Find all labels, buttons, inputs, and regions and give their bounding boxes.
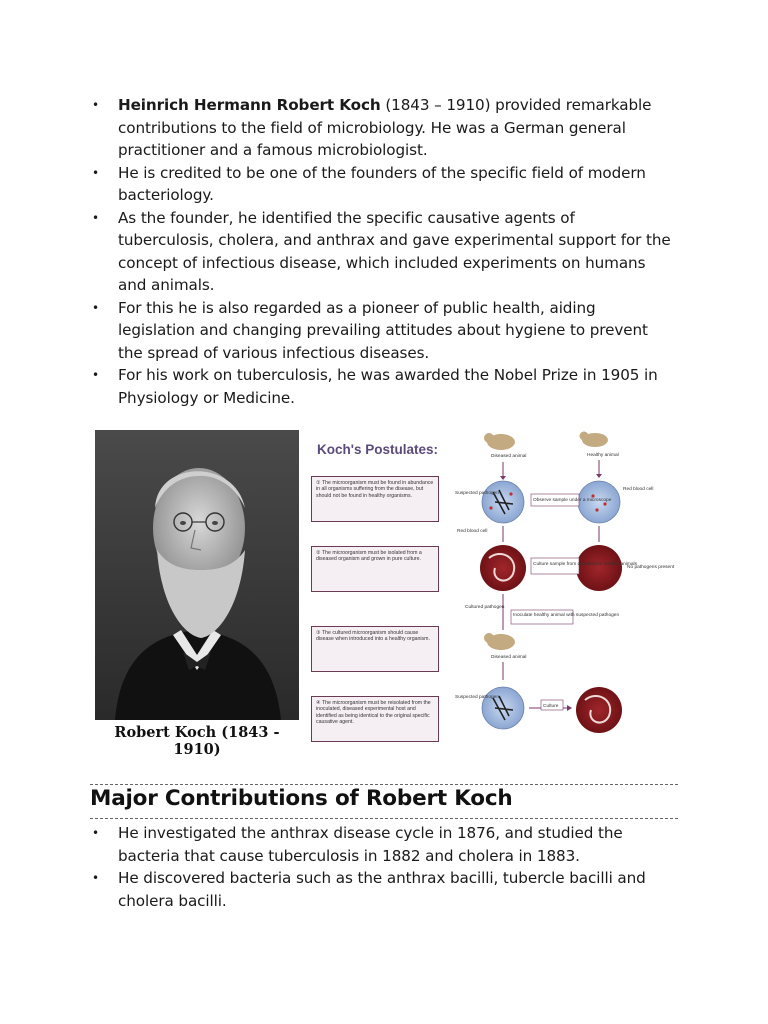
- postulate-3-box: ③ The cultured microorganism should cause disease when introduced into a healthy organism.: [311, 626, 439, 672]
- intro-item-4: • For this he is also regarded as a pioneer of public health, aiding legislation and changing prevailing attitudes about hygiene to prevent the spread of various infectious diseases.: [92, 297, 672, 365]
- intro-item-5: • For his work on tuberculosis, he was awarded the Nobel Prize in 1905 in Physiology or Medicine.: [92, 364, 672, 409]
- label-culture-sample: Culture sample from diseased or healthy animals: [533, 562, 637, 567]
- heading-top-rule: [90, 784, 678, 785]
- diseased-animal-icon: [484, 433, 515, 450]
- label-diseased-animal-2: Diseased animal: [491, 655, 527, 660]
- diseased-blood-sample-icon: [482, 481, 524, 523]
- postulate-2-box: ② The microorganism must be isolated from a diseased organism and grown in pure culture.: [311, 546, 439, 592]
- koch-figure: [95, 430, 677, 758]
- intro-item-1: [92, 94, 672, 162]
- reisolated-sample-icon: [482, 687, 524, 729]
- contribution-item-2: • He discovered bacteria such as the anthrax bacilli, tubercle bacilli and cholera bacilli.: [92, 867, 682, 912]
- postulate-4-box: ④ The microorganism must be reisolated from the inoculated, diseased experimental host and identified as being identical to the original specific causative agent.: [311, 696, 439, 742]
- label-suspected-pathogen: Suspected pathogen: [455, 491, 500, 496]
- intro-item-1-text: (1843 – 1910) provided remarkable contributions to the field of microbiology. He was a German general practitioner and a famous microbiologist.: [118, 96, 652, 159]
- label-red-blood-cell-2: Red blood cell: [623, 487, 654, 492]
- intro-item-2: • He is credited to be one of the founders of the specific field of modern bacteriology.: [92, 162, 672, 207]
- intro-bullet-list: [92, 94, 672, 409]
- inoculated-animal-icon: [484, 633, 515, 650]
- postulate-1-box: ① The microorganism must be found in abundance in all organisms suffering from the disease, but should not be found in healthy organisms.: [311, 476, 439, 522]
- label-diseased-animal: Diseased animal: [491, 454, 527, 459]
- label-healthy-animal: Healthy animal: [587, 453, 619, 458]
- final-culture-dish-icon: [576, 687, 622, 733]
- koch-full-name: Heinrich Hermann Robert Koch: [118, 96, 381, 114]
- pathogen-culture-dish-icon: [480, 545, 526, 591]
- label-suspected-pathogen-2: Suspected pathogen: [455, 695, 500, 700]
- no-pathogen-dish-icon: [576, 545, 622, 591]
- label-no-pathogens: No pathogens present: [627, 565, 675, 570]
- label-observe-sample: Observe sample under a microscope: [533, 498, 612, 503]
- label-cultured-pathogen: Cultured pathogen: [465, 605, 505, 610]
- label-inoculate: Inoculate healthy animal with suspected pathogen: [513, 613, 620, 618]
- postulates-title: Koch's Postulates:: [317, 442, 438, 457]
- portrait-caption: Robert Koch (1843 - 1910): [114, 724, 280, 758]
- section-heading: Major Contributions of Robert Koch: [90, 786, 513, 811]
- label-culture: Culture: [543, 704, 559, 709]
- healthy-animal-icon: [580, 432, 609, 448]
- contribution-item-1: • He investigated the anthrax disease cycle in 1876, and studied the bacteria that cause tuberculosis in 1882 and cholera in 1883.: [92, 822, 682, 867]
- koch-portrait-image: [95, 430, 299, 720]
- intro-item-3: • As the founder, he identified the specific causative agents of tuberculosis, cholera, and anthrax and gave experimental support for the concept of infectious disease, which included experiments on humans and animals.: [92, 207, 672, 297]
- contributions-bullet-list: [92, 822, 682, 912]
- label-red-blood-cell: Red blood cell: [457, 529, 488, 534]
- heading-bottom-rule: [90, 818, 678, 819]
